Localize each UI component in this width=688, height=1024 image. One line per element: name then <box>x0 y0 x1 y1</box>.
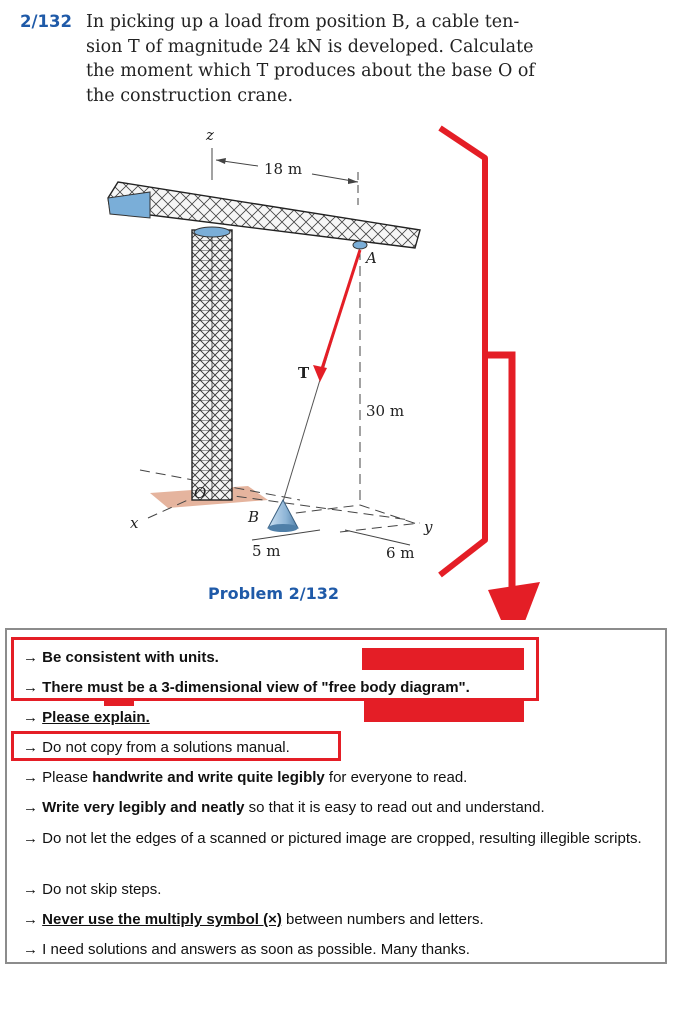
note-item: → Please explain. <box>23 709 150 726</box>
label-T: T <box>298 364 310 382</box>
note-item: → Be consistent with units. <box>23 649 219 666</box>
crane-figure <box>0 120 688 620</box>
label-5m: 5 m <box>252 542 281 560</box>
problem-line-3: the moment which T produces about the base O of <box>86 61 535 81</box>
ground-line-b <box>280 505 360 515</box>
label-y: y <box>424 518 433 536</box>
problem-number: 2/132 <box>20 12 72 31</box>
red-annotation-arrowhead <box>488 582 540 620</box>
label-x: x <box>130 514 139 532</box>
note-item: → Do not skip steps. <box>23 881 162 898</box>
note-item: → Write very legibly and neatly so that it is easy to read out and understand. <box>23 799 545 816</box>
label-z: z <box>206 126 214 144</box>
label-O: O <box>194 484 207 502</box>
label-6m: 6 m <box>386 544 415 562</box>
ground-line-6 <box>340 523 420 532</box>
problem-body <box>86 10 540 108</box>
note-item: → Do not copy from a solutions manual. <box>23 739 290 756</box>
red-annotation-bracket <box>440 128 485 575</box>
problem-line-1: In picking up a load from position B, a cable ten- <box>86 12 520 32</box>
red-block-2 <box>364 700 524 722</box>
label-18m: 18 m <box>264 160 303 178</box>
label-A: A <box>366 249 377 267</box>
highlight-box-manual <box>11 731 341 761</box>
red-annotation-connector <box>488 355 512 590</box>
note-item: → I need solutions and answers as soon as possible. Many thanks. <box>23 941 470 958</box>
label-30m: 30 m <box>366 402 405 420</box>
note-item: → Please handwrite and write quite legibly for everyone to read. <box>23 769 468 786</box>
figure-caption: Problem 2/132 <box>208 584 340 603</box>
problem-statement <box>20 10 540 108</box>
problem-line-2: sion T of magnitude 24 kN is developed. Calculate <box>86 36 534 57</box>
dim-6-line <box>345 530 410 545</box>
red-block-1 <box>362 648 524 670</box>
tension-arrowhead <box>313 365 327 382</box>
note-item: → Never use the multiply symbol (×) between numbers and letters. <box>23 911 484 928</box>
tension-vector <box>320 250 360 375</box>
note-item: → There must be a 3-dimensional view of "free body diagram". <box>23 679 470 696</box>
label-B: B <box>248 508 260 526</box>
crane-jib <box>108 182 420 248</box>
problem-line-4: the construction crane. <box>86 85 294 106</box>
red-block-3 <box>104 700 134 706</box>
note-item: → Do not let the edges of a scanned or pictured image are cropped, resulting illegible scripts. <box>23 830 642 847</box>
ground-line-y2 <box>360 505 420 525</box>
